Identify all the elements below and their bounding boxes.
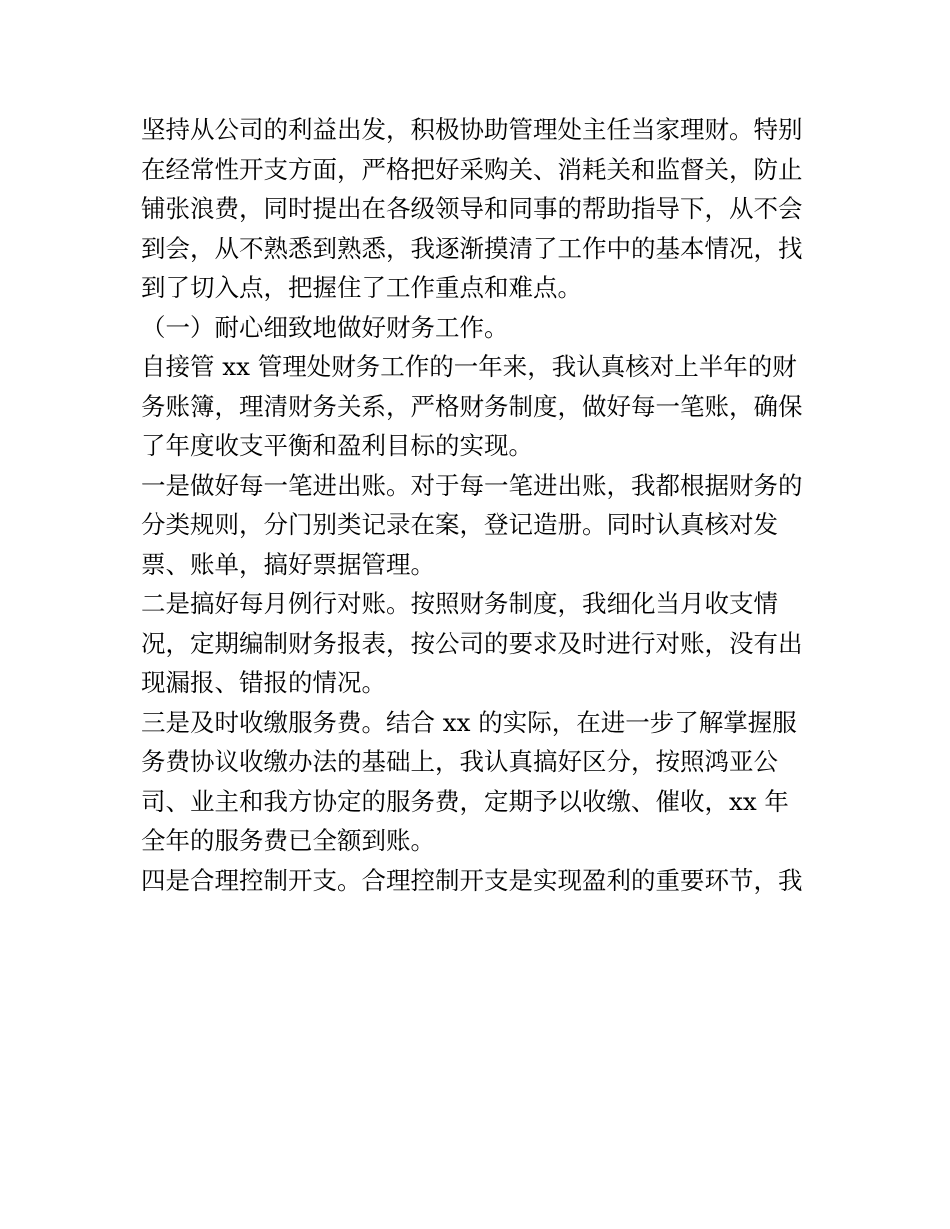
text-line: 一是做好每一笔进出账。对于每一笔进出账，我都根据财务的 (141, 470, 803, 500)
text-line: 了年度收支平衡和盈利目标的实现。 (141, 431, 533, 460)
section-heading: （一）耐心细致地做好财务工作。 (141, 312, 509, 342)
text-line: 分类规则，分门别类记录在案，登记造册。同时认真核对发 (141, 510, 778, 539)
text-line: 四是合理控制开支。合理控制开支是实现盈利的重要环节，我 (141, 865, 803, 895)
text-line: 票、账单，搞好票据管理。 (141, 549, 435, 579)
text-line: 况，定期编制财务报表，按公司的要求及时进行对账，没有出 (141, 628, 803, 658)
text-line: 到会，从不熟悉到熟悉，我逐渐摸清了工作中的基本情况，找 (141, 233, 803, 263)
document-body (141, 110, 811, 900)
text-line: 三是及时收缴服务费。结合 xx 的实际，在进一步了解掌握服 (141, 707, 797, 737)
text-line: 现漏报、错报的情况。 (141, 668, 386, 697)
text-line: 全年的服务费已全额到账。 (141, 826, 435, 855)
text-line: 到了切入点，把握住了工作重点和难点。 (141, 273, 582, 302)
text-line: 铺张浪费，同时提出在各级领导和同事的帮助指导下，从不会 (141, 194, 803, 223)
text-line: 二是搞好每月例行对账。按照财务制度，我细化当月收支情 (141, 589, 778, 618)
text-line: 在经常性开支方面，严格把好采购关、消耗关和监督关，防止 (141, 154, 803, 184)
text-line: 务账簿，理清财务关系，严格财务制度，做好每一笔账，确保 (141, 391, 803, 421)
text-line: 自接管 xx 管理处财务工作的一年来，我认真核对上半年的财 (141, 352, 797, 381)
text-line: 务费协议收缴办法的基础上，我认真搞好区分，按照鸿亚公 (141, 747, 778, 776)
text-line: 司、业主和我方协定的服务费，定期予以收缴、催收，xx 年 (141, 786, 789, 816)
text-line: 坚持从公司的利益出发，积极协助管理处主任当家理财。特别 (141, 115, 803, 144)
